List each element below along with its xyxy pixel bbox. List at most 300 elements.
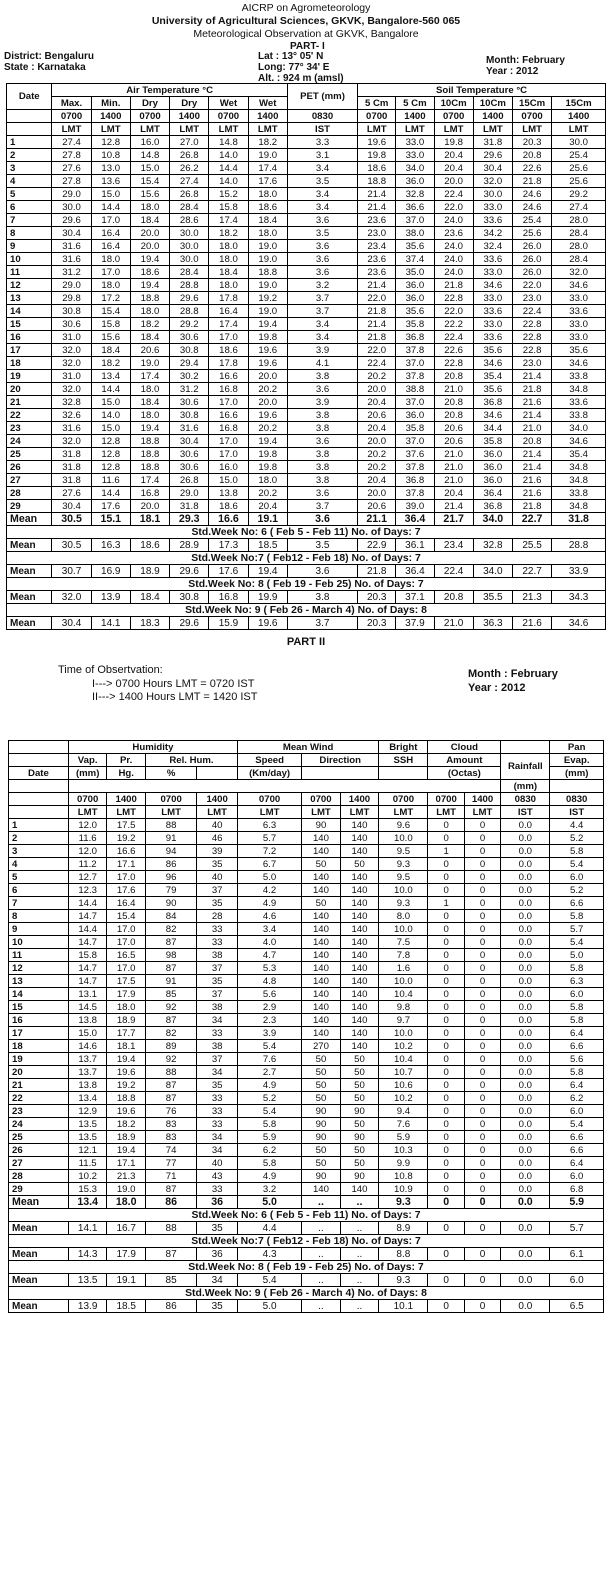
value-cell: 26.0 [512, 253, 551, 266]
value-cell: 0 [428, 1092, 464, 1105]
table-row [9, 936, 604, 949]
value-cell: 5.7 [550, 923, 604, 936]
value-cell: 28.4 [170, 201, 209, 214]
table-row [7, 487, 606, 500]
unit-cell: LMT [473, 123, 512, 136]
value-cell: 37 [197, 1053, 238, 1066]
date-cell: 8 [7, 227, 52, 240]
value-cell: 33.0 [473, 318, 512, 331]
mean-value: .. [340, 1274, 379, 1287]
value-cell: 28.4 [170, 266, 209, 279]
value-cell: 3.4 [287, 188, 357, 201]
value-cell: 21.4 [512, 409, 551, 422]
week-mean-row [7, 617, 606, 630]
table-row [9, 988, 604, 1001]
value-cell: 3.6 [287, 214, 357, 227]
mean-value: 6.1 [550, 1248, 604, 1261]
value-cell: 29.6 [52, 214, 91, 227]
value-cell: 26.8 [170, 474, 209, 487]
mean-value: 9.3 [379, 1274, 428, 1287]
value-cell: 17.1 [107, 1157, 146, 1170]
value-cell: 31.8 [473, 136, 512, 149]
value-cell: 17.0 [209, 396, 248, 409]
value-cell: 140 [340, 936, 379, 949]
mean-value: 18.5 [248, 539, 287, 552]
value-cell: 18.4 [130, 396, 169, 409]
value-cell: 17.6 [248, 175, 287, 188]
column-name: 10Cm [434, 97, 473, 110]
table-row [7, 422, 606, 435]
value-cell: 14.4 [209, 162, 248, 175]
value-cell: 21.6 [512, 487, 551, 500]
table-row [7, 396, 606, 409]
value-cell: 15.6 [91, 331, 130, 344]
mean-label: Mean [7, 617, 52, 630]
mean-value: 18.6 [130, 539, 169, 552]
value-cell: 18.8 [107, 1092, 146, 1105]
value-cell: 5.4 [550, 936, 604, 949]
value-cell: 35.6 [473, 344, 512, 357]
unit-cell: IST [501, 806, 550, 819]
mean-value: 30.8 [170, 591, 209, 604]
value-cell: 37 [197, 884, 238, 897]
table-row [9, 1092, 604, 1105]
value-cell: 17.0 [107, 962, 146, 975]
value-cell: 35 [197, 897, 238, 910]
value-cell: 34.0 [552, 422, 606, 435]
soil-temp-header: Soil Temperature °C [358, 84, 606, 97]
date-cell: 4 [9, 858, 69, 871]
value-cell: 87 [145, 1079, 196, 1092]
blank-cell [7, 123, 52, 136]
mean-value: 8.8 [379, 1248, 428, 1261]
value-cell: 20.2 [248, 422, 287, 435]
mean-value: 22.7 [512, 513, 551, 526]
longitude: Long: 77° 34' E [258, 62, 330, 73]
value-cell: 17.6 [107, 884, 146, 897]
mean-value: 18.3 [130, 617, 169, 630]
column-name: 5 Cm [396, 97, 434, 110]
time-cell: 0700 [130, 110, 169, 123]
value-cell: 27.6 [52, 487, 91, 500]
value-cell: 21.6 [512, 474, 551, 487]
week-mean-row [9, 1248, 604, 1261]
pan-header: Pan [550, 741, 604, 754]
time-cell: 1400 [340, 793, 379, 806]
value-cell: 90 [145, 897, 196, 910]
table-row [9, 1170, 604, 1183]
value-cell: 30.8 [170, 344, 209, 357]
value-cell: 0 [428, 832, 464, 845]
value-cell: 10.4 [379, 988, 428, 1001]
value-cell: 18.0 [91, 279, 130, 292]
mean-value: 34 [197, 1274, 238, 1287]
value-cell: 50 [340, 1157, 379, 1170]
value-cell: 18.8 [248, 266, 287, 279]
unit-cell: IST [550, 806, 604, 819]
value-cell: 0 [464, 1066, 500, 1079]
value-cell: 15.0 [68, 1027, 107, 1040]
value-cell: 3.6 [287, 383, 357, 396]
mean-value: 6.5 [550, 1300, 604, 1313]
mean-wind-header: Mean Wind [238, 741, 379, 754]
value-cell: 0 [464, 936, 500, 949]
mean-value: 21.0 [434, 617, 473, 630]
value-cell: 140 [302, 988, 341, 1001]
value-cell: 140 [302, 832, 341, 845]
speed-unit: (Km/day) [238, 767, 302, 780]
mean-value: 0 [428, 1274, 464, 1287]
column-name: Wet [209, 97, 248, 110]
date-cell: 18 [7, 357, 52, 370]
value-cell: 19.0 [248, 305, 287, 318]
mean-value: .. [302, 1274, 341, 1287]
rain-unit: (mm) [501, 780, 550, 793]
value-cell: 5.2 [550, 884, 604, 897]
value-cell: 20.4 [358, 396, 396, 409]
table-row [9, 1053, 604, 1066]
observation-info [0, 648, 612, 740]
std-week-title-row [9, 1287, 604, 1300]
value-cell: 22.0 [512, 279, 551, 292]
value-cell: 38.0 [396, 227, 434, 240]
week-mean-row [7, 565, 606, 578]
value-cell: 3.7 [287, 292, 357, 305]
value-cell: 0 [428, 1079, 464, 1092]
date-cell: 1 [7, 136, 52, 149]
value-cell: 33 [197, 1027, 238, 1040]
table-row [7, 344, 606, 357]
value-cell: 19.4 [248, 318, 287, 331]
unit-cell: LMT [302, 806, 341, 819]
value-cell: 26.8 [170, 188, 209, 201]
value-cell: 15.2 [209, 188, 248, 201]
value-cell: 14.7 [68, 910, 107, 923]
mean-value: 15.9 [209, 617, 248, 630]
time-cell: 0700 [68, 793, 107, 806]
value-cell: 32.8 [396, 188, 434, 201]
date-cell: 24 [9, 1118, 69, 1131]
value-cell: 17.2 [91, 292, 130, 305]
week-mean-row [9, 1300, 604, 1313]
latitude: Lat : 13° 05' N [258, 51, 324, 62]
table-row [9, 962, 604, 975]
mean-value: .. [302, 1300, 341, 1313]
value-cell: 16.0 [209, 461, 248, 474]
value-cell: 5.8 [550, 910, 604, 923]
value-cell: 50 [302, 1144, 341, 1157]
value-cell: 12.8 [91, 136, 130, 149]
date-cell: 16 [7, 331, 52, 344]
value-cell: 20.8 [434, 396, 473, 409]
value-cell: 0 [428, 1040, 464, 1053]
value-cell: 18.8 [358, 175, 396, 188]
value-cell: 20.0 [358, 435, 396, 448]
value-cell: 18.9 [107, 1014, 146, 1027]
year-2: Year : 2012 [468, 682, 526, 694]
value-cell: 13.7 [68, 1066, 107, 1079]
mean-value: 13.4 [68, 1196, 107, 1209]
mean-label: Mean [7, 513, 52, 526]
value-cell: 37 [197, 962, 238, 975]
date-cell: 15 [7, 318, 52, 331]
value-cell: 13.8 [209, 487, 248, 500]
mean-value: 18.9 [130, 565, 169, 578]
value-cell: 21.4 [434, 500, 473, 513]
value-cell: 50 [340, 1079, 379, 1092]
value-cell: 19.2 [248, 292, 287, 305]
table-row [9, 949, 604, 962]
value-cell: 17.0 [91, 266, 130, 279]
h-blank5 [302, 767, 379, 780]
value-cell: 0.0 [501, 819, 550, 832]
value-cell: 22.2 [434, 318, 473, 331]
value-cell: 9.8 [379, 1001, 428, 1014]
value-cell: 0 [428, 975, 464, 988]
value-cell: 14.0 [209, 149, 248, 162]
value-cell: 34.2 [473, 227, 512, 240]
value-cell: 32.0 [473, 175, 512, 188]
mean-value: 33.9 [552, 565, 606, 578]
unit-cell: LMT [552, 123, 606, 136]
std-week-title: Std.Week No: 8 ( Feb 19 - Feb 25) No. of Days: 7 [7, 578, 606, 591]
value-cell: 37.8 [396, 344, 434, 357]
value-cell: 10.4 [379, 1053, 428, 1066]
mean-value: .. [340, 1196, 379, 1209]
value-cell: 94 [145, 845, 196, 858]
table-row [9, 1079, 604, 1092]
value-cell: 30.6 [170, 331, 209, 344]
value-cell: 3.9 [287, 396, 357, 409]
blank-cell [9, 806, 69, 819]
rel-hum-header: Rel. Hum. [145, 754, 237, 767]
value-cell: 18.4 [248, 214, 287, 227]
value-cell: 5.2 [550, 832, 604, 845]
value-cell: 3.4 [238, 923, 302, 936]
value-cell: 140 [340, 1183, 379, 1196]
value-cell: 31.8 [52, 448, 91, 461]
date-cell: 14 [7, 305, 52, 318]
value-cell: 13.4 [91, 370, 130, 383]
mean-value: 23.4 [434, 539, 473, 552]
mean-value: 88 [145, 1222, 196, 1235]
value-cell: 18.0 [91, 253, 130, 266]
value-cell: 3.8 [287, 461, 357, 474]
value-cell: 17.0 [91, 214, 130, 227]
value-cell: 22.0 [358, 344, 396, 357]
date-cell: 6 [7, 201, 52, 214]
value-cell: 12.8 [91, 461, 130, 474]
table-row [7, 331, 606, 344]
value-cell: 24.6 [512, 188, 551, 201]
table-row [9, 1157, 604, 1170]
date-cell: 10 [9, 936, 69, 949]
value-cell: 34.8 [552, 474, 606, 487]
value-cell: 13.6 [91, 175, 130, 188]
value-cell: 36.0 [396, 175, 434, 188]
value-cell: 17.4 [209, 318, 248, 331]
mean-value: 16.9 [91, 565, 130, 578]
value-cell: 0.0 [501, 1014, 550, 1027]
column-name: Wet [248, 97, 287, 110]
date-cell: 16 [9, 1014, 69, 1027]
mean-value: 22.4 [434, 565, 473, 578]
week-mean-row [7, 539, 606, 552]
date-cell: 9 [7, 240, 52, 253]
value-cell: 90 [340, 1105, 379, 1118]
mean-value: 0.0 [501, 1222, 550, 1235]
mean-value: 0 [464, 1196, 500, 1209]
value-cell: 32.0 [552, 266, 606, 279]
value-cell: 28.6 [170, 214, 209, 227]
value-cell: 31.8 [52, 461, 91, 474]
mean-value: 37.1 [396, 591, 434, 604]
value-cell: 6.4 [550, 1079, 604, 1092]
value-cell: 22.8 [434, 292, 473, 305]
humidity-header: Humidity [68, 741, 237, 754]
value-cell: 19.4 [130, 253, 169, 266]
table-row [9, 1118, 604, 1131]
value-cell: 37.4 [396, 253, 434, 266]
header-line2: University of Agricultural Sciences, GKVK, Bangalore-560 065 [151, 15, 461, 27]
value-cell: 0 [464, 949, 500, 962]
value-cell: 0.0 [501, 1092, 550, 1105]
value-cell: 34 [197, 1014, 238, 1027]
value-cell: 17.9 [107, 988, 146, 1001]
value-cell: 30.6 [170, 396, 209, 409]
vap-unit: (mm) [68, 767, 107, 780]
value-cell: 30.0 [52, 201, 91, 214]
mean-label: Mean [9, 1248, 69, 1261]
value-cell: 33.6 [473, 305, 512, 318]
value-cell: 19.4 [248, 435, 287, 448]
time-cell: 0700 [512, 110, 551, 123]
date-cell: 10 [7, 253, 52, 266]
value-cell: 18.1 [107, 1040, 146, 1053]
value-cell: 33.0 [396, 136, 434, 149]
mean-value: 29.6 [170, 617, 209, 630]
value-cell: 0 [428, 1053, 464, 1066]
mean-label: Mean [7, 565, 52, 578]
value-cell: 15.4 [91, 305, 130, 318]
value-cell: 22.6 [434, 344, 473, 357]
date-cell: 15 [9, 1001, 69, 1014]
std-week-title: Std.Week No:7 ( Feb12 - Feb 18) No. of Days: 7 [7, 552, 606, 565]
value-cell: 16.8 [130, 487, 169, 500]
mean-value: 3.7 [287, 617, 357, 630]
value-cell: 270 [302, 1040, 341, 1053]
unit-cell: IST [287, 123, 357, 136]
table-row [7, 461, 606, 474]
mean-value: 86 [145, 1196, 196, 1209]
value-cell: 18.0 [130, 201, 169, 214]
value-cell: 6.3 [550, 975, 604, 988]
value-cell: 10.0 [379, 923, 428, 936]
value-cell: 15.0 [130, 162, 169, 175]
value-cell: 5.8 [238, 1157, 302, 1170]
date-cell: 8 [9, 910, 69, 923]
value-cell: 140 [340, 975, 379, 988]
table-row [9, 1040, 604, 1053]
value-cell: 0 [464, 1131, 500, 1144]
value-cell: 17.0 [107, 936, 146, 949]
value-cell: 15.0 [91, 188, 130, 201]
std-week-title-row [9, 1261, 604, 1274]
table-row [9, 832, 604, 845]
value-cell: 87 [145, 1092, 196, 1105]
value-cell: 30.4 [170, 435, 209, 448]
h-blank8 [550, 780, 604, 793]
value-cell: 34 [197, 1144, 238, 1157]
value-cell: 17.1 [107, 858, 146, 871]
value-cell: 30.0 [552, 136, 606, 149]
value-cell: 6.6 [550, 897, 604, 910]
mean-value: 19.1 [248, 513, 287, 526]
value-cell: 0.0 [501, 845, 550, 858]
mean-row [9, 1196, 604, 1209]
value-cell: 17.6 [91, 500, 130, 513]
value-cell: 18.6 [209, 344, 248, 357]
value-cell: 19.6 [107, 1105, 146, 1118]
value-cell: 0.0 [501, 832, 550, 845]
unit-cell: LMT [428, 806, 464, 819]
value-cell: 29.0 [170, 487, 209, 500]
value-cell: 0 [464, 1040, 500, 1053]
mean-value: 6.0 [550, 1274, 604, 1287]
value-cell: 27.8 [52, 175, 91, 188]
value-cell: 4.9 [238, 1170, 302, 1183]
value-cell: 16.4 [107, 897, 146, 910]
table-row [7, 266, 606, 279]
rainfall-header: Rainfall [501, 754, 550, 780]
value-cell: 26.2 [170, 162, 209, 175]
value-cell: 22.0 [434, 201, 473, 214]
value-cell: 38 [197, 1001, 238, 1014]
date-cell: 2 [9, 832, 69, 845]
unit-cell: LMT [396, 123, 434, 136]
unit-cell: LMT [248, 123, 287, 136]
value-cell: 33.6 [473, 214, 512, 227]
value-cell: 16.6 [107, 845, 146, 858]
week-mean-row [7, 591, 606, 604]
mean-value: 3.6 [287, 565, 357, 578]
value-cell: 9.3 [379, 897, 428, 910]
value-cell: 2.9 [238, 1001, 302, 1014]
value-cell: 35.6 [396, 305, 434, 318]
value-cell: 18.8 [130, 292, 169, 305]
mean-value: 29.3 [170, 513, 209, 526]
value-cell: 6.2 [238, 1144, 302, 1157]
mean-value: 0.0 [501, 1300, 550, 1313]
value-cell: 6.4 [550, 1027, 604, 1040]
value-cell: 0 [464, 845, 500, 858]
value-cell: 11.6 [91, 474, 130, 487]
table-row [7, 357, 606, 370]
mean-value: 19.9 [248, 591, 287, 604]
std-week-title: Std.Week No: 9 ( Feb 26 - March 4) No. of Days: 8 [7, 604, 606, 617]
value-cell: 3.8 [287, 448, 357, 461]
value-cell: 43 [197, 1170, 238, 1183]
value-cell: 21.0 [434, 461, 473, 474]
value-cell: 15.8 [68, 949, 107, 962]
value-cell: 15.4 [107, 910, 146, 923]
value-cell: 14.4 [68, 923, 107, 936]
std-week-title-row [7, 552, 606, 565]
value-cell: 31.6 [52, 253, 91, 266]
blank-cell [7, 110, 52, 123]
mean-value: 19.1 [107, 1274, 146, 1287]
value-cell: 3.6 [287, 240, 357, 253]
